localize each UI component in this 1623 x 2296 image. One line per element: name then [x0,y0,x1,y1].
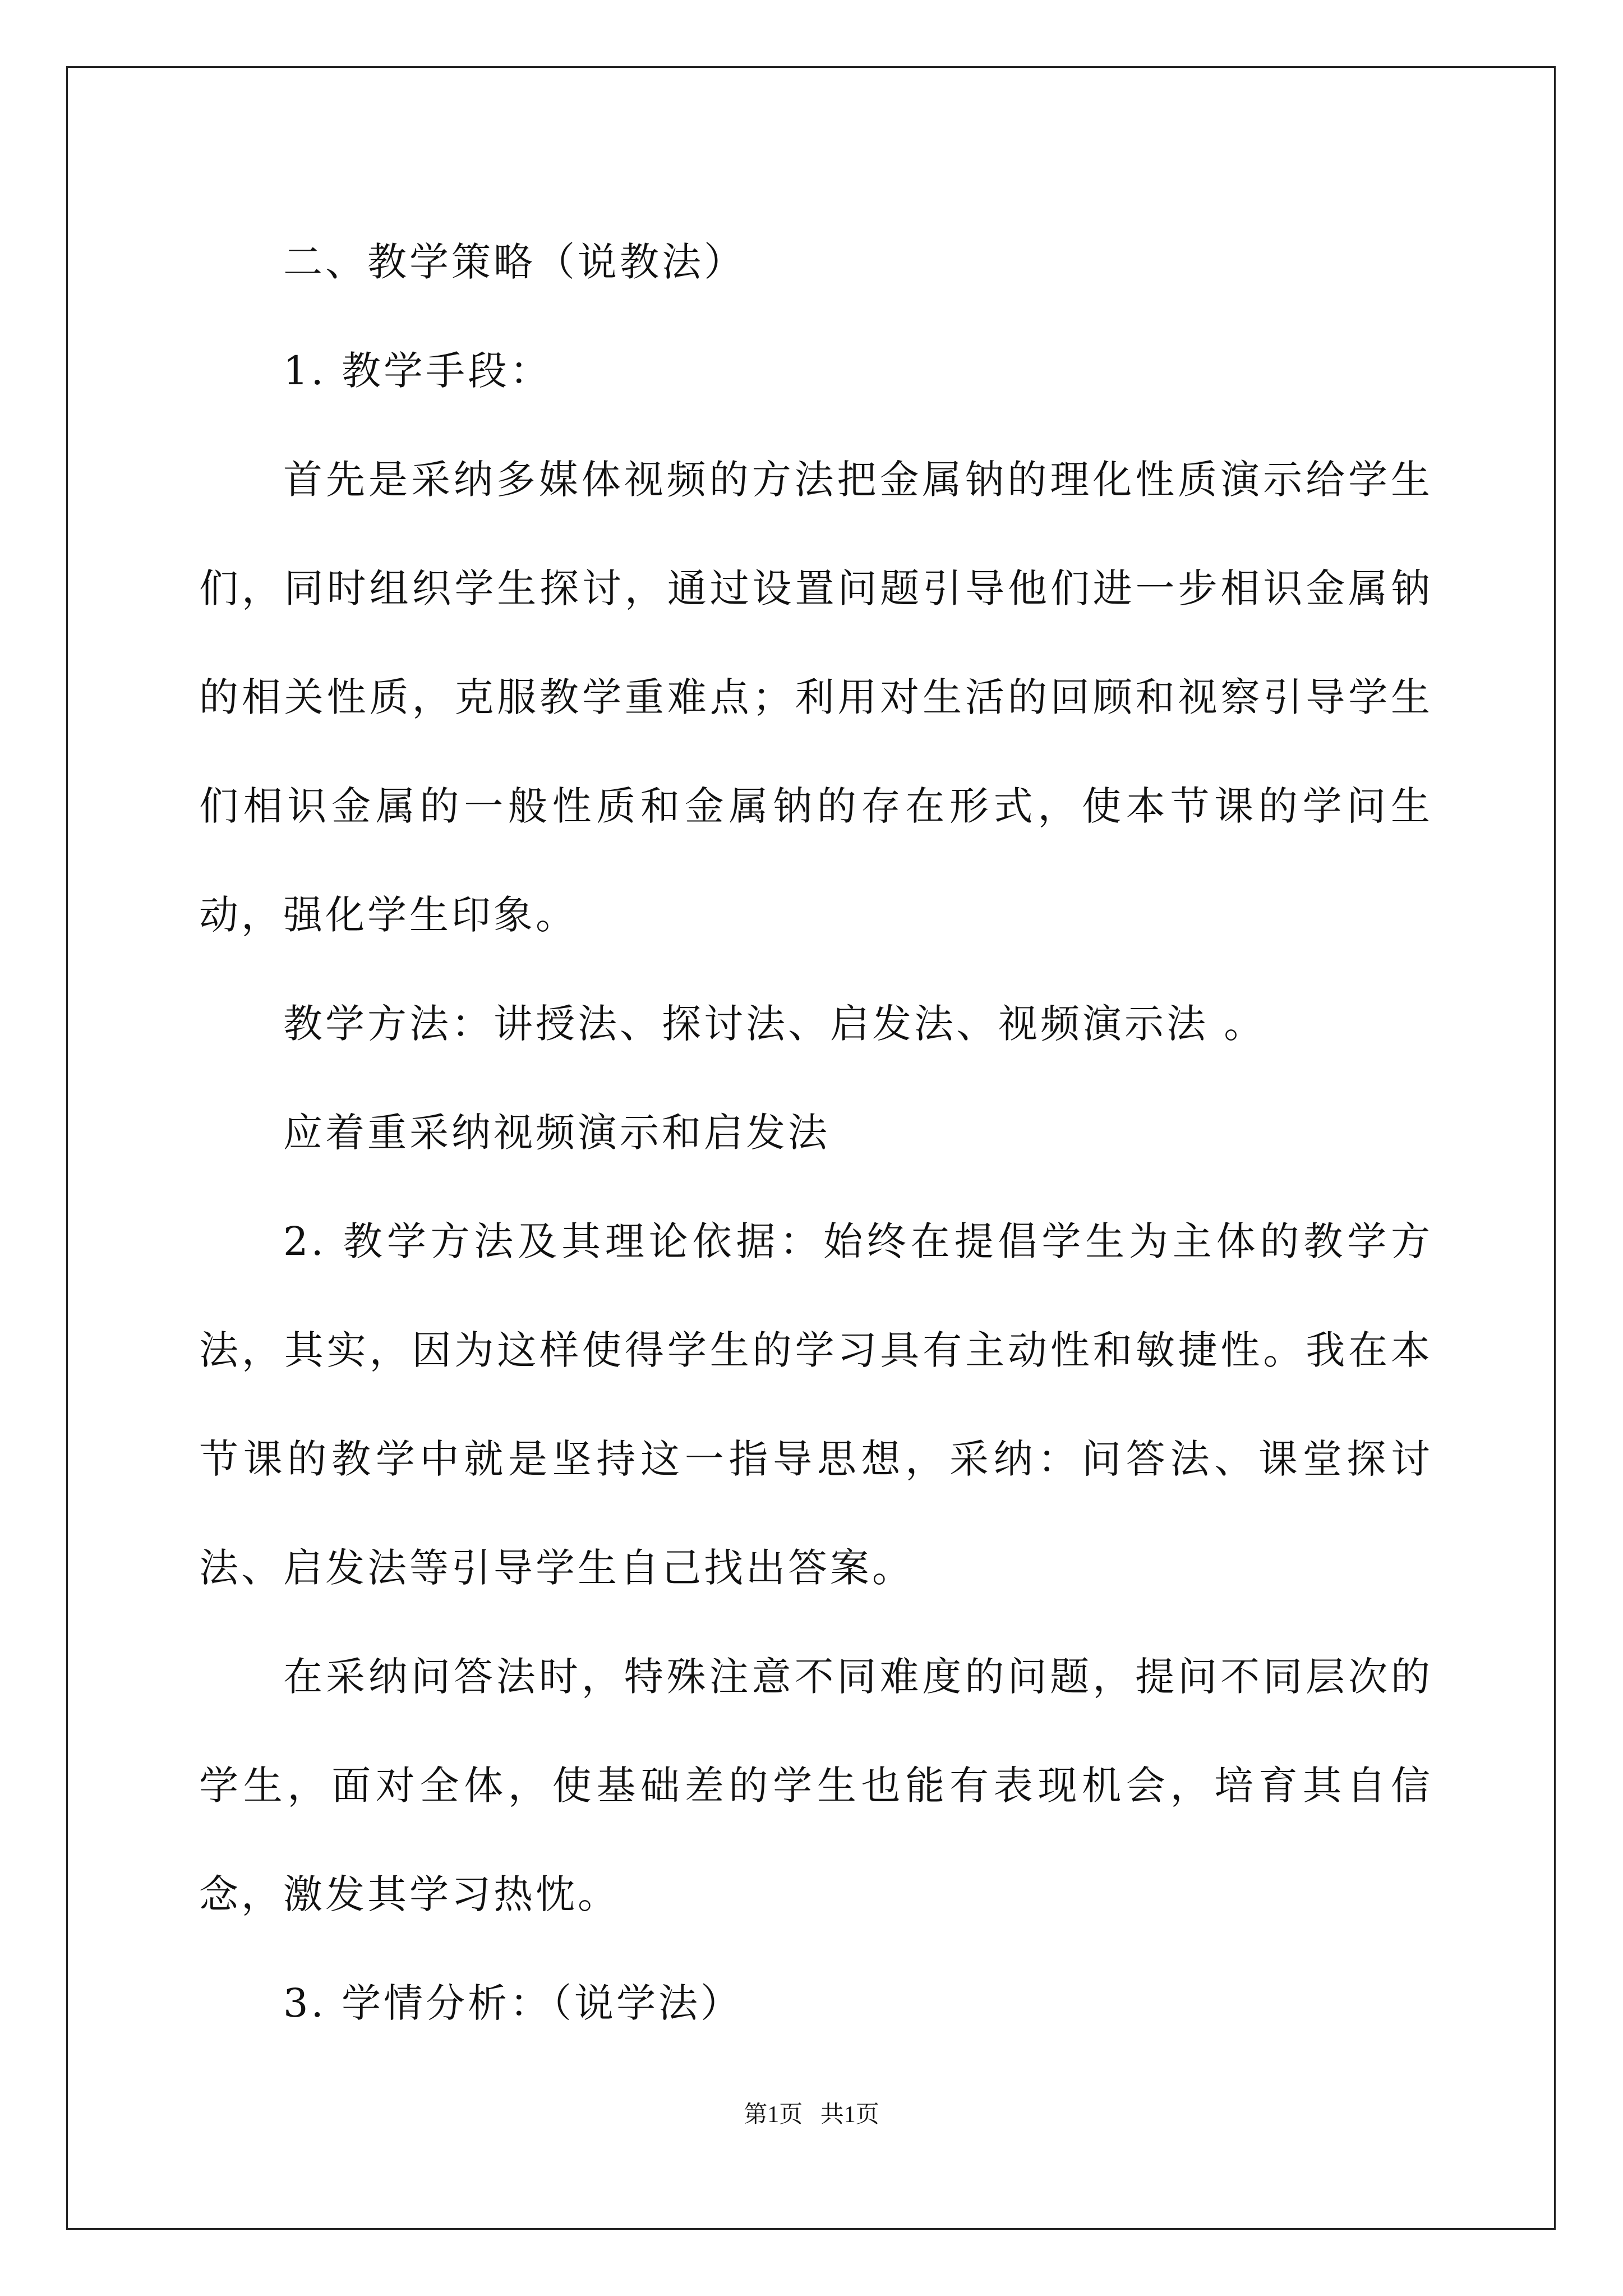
paragraph-multimedia: 首先是采纳多媒体视频的方法把金属钠的理化性质演示给学生们，同时组织学生探讨，通过设置问题引导他们进一步相识金属钠的相关性质，克服教学重难点；利用对生活的回顾和视察引导学生们相识金属的一般性质和金属钠的存在形式，使本节课的学问生动，强化学生印象。 [199,457,1433,938]
subheading-learning-analysis: 3. 学情分析：（说学法） [283,1980,743,2026]
paragraph-teaching-methods: 教学方法：讲授法、探讨法、启发法、视频演示法 。 [283,1001,1266,1047]
paragraph-emphasis: 应着重采纳视频演示和启发法 [283,1110,830,1156]
subheading-teaching-means: 1. 教学手段： [283,348,552,394]
paragraph-qa-method: 在采纳问答法时，特殊注意不同难度的问题，提问不同层次的学生，面对全体，使基础差的学生也能有表现机会，培育其自信念，激发其学习热忱。 [199,1654,1433,1917]
paragraph-theory-basis: 2. 教学方法及其理论依据：始终在提倡学生为主体的教学方法，其实，因为这样使得学生的学习具有主动性和敏捷性。我在本节课的教学中就是坚持这一指导思想，采纳：问答法、课堂探讨法、启发法等引导学生自己找出答案。 [199,1218,1433,1591]
page-footer [0,2096,1623,2129]
document-body [199,208,1433,2058]
page-number: 第1页 [744,2102,803,2128]
section-heading: 二、教学策略（说教法） [283,239,746,285]
page-total: 共1页 [820,2102,879,2128]
